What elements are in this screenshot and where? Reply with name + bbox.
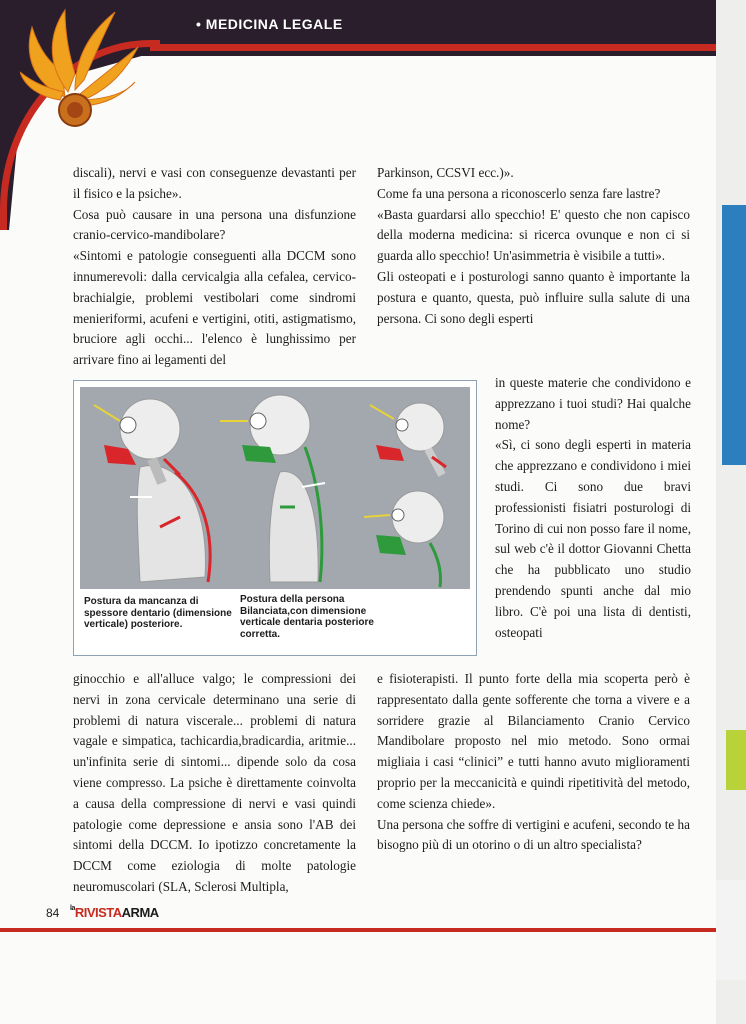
logo-small-text: la	[70, 905, 75, 912]
paragraph: «Sì, ci sono degli esperti in materia che apprezzano e condividono i miei studi. Ci sono due bravi professionisti fisiatri posturologi di Torino di cui non posso fare il nome, sul web c'è il dottor Giovanni Chetta che ha pubblicato uno studio prendendo spunti anche dal mio libro. C'è poi una lista di dentisti, osteopati	[495, 437, 691, 640]
logo-main-text: RIVISTA	[74, 905, 122, 920]
figure-caption-right: Postura della persona Bilanciata,con dimensione verticale dentaria posteriore corretta.	[240, 594, 374, 640]
page-number: 84	[46, 906, 60, 920]
footer-red-line	[0, 928, 716, 932]
paragraph: «Sintomi e patologie conseguenti alla DCCM sono innumerevoli: dalla cervicalgia alla cefalea, cervico-brachialgie, problemi vestibolari come sindromi menieriformi, acufeni e vertigini, otiti, astigmatismo, bruciore agli occhi... l'elenco è lunghissimo per arrivare fino ai legamenti del	[73, 248, 356, 368]
paragraph: e fisioterapisti. Il punto forte della mia scoperta però è rappresentato dalla gente sofferente che torna a vivere e a sorridere grazie al Bilanciamento Cranio Cervico Mandibolare proposto nel mio metodo. Sono ormai migliaia i casi “clinici” e tutti hanno avuto miglioramenti proprio per la meccanicità e quindi ripetitività del metodo, come scienza chiede».	[377, 671, 690, 811]
text-column-left-bottom	[73, 669, 356, 898]
adjacent-page-edge	[716, 0, 746, 1024]
paragraph: Parkinson, CCSVI ecc.)».	[377, 165, 514, 180]
paragraph: «Basta guardarsi allo specchio! E' questo che non capisco della moderna medicina: si ricerca ovunque e non ci si guarda allo specchio! Un'asimmetria è visibile a tutti».	[377, 206, 690, 264]
adjacent-page-color-block	[722, 205, 746, 465]
paragraph: ginocchio e all'alluce valgo; le compressioni dei nervi in zona cervicale determinano una serie di problemi di natura viscerale... problemi di natura vagale e simpatica, tachicardia,bradicardia, aritmie... un'infinita serie di sintomi... dipende solo da cosa viene compresso. La psiche è direttamente coinvolta a causa della compressione di nervi e vasi quindi patologie come depressione e ansia sono l'AB dei sintomi della DCCM. Io ipotizzo concretamente la DCCM come eziologia di molte patologie neuromuscolari (SLA, Sclerosi Multipla,	[73, 671, 356, 894]
logo-arma-text: ARMA	[121, 905, 159, 920]
adjacent-page-color-block	[726, 730, 746, 790]
carabinieri-flame-logo	[20, 2, 140, 132]
text-column-right-middle	[495, 373, 691, 643]
text-column-right-bottom	[377, 669, 690, 856]
paragraph: Cosa può causare in una persona una disfunzione cranio-cervico-mandibolare?	[73, 206, 356, 243]
magazine-logo	[70, 905, 159, 920]
text-column-right-top	[377, 163, 690, 329]
paragraph: Come fa una persona a riconoscerlo senza fare lastre?	[377, 185, 661, 201]
paragraph: discali), nervi e vasi con conseguenze devastanti per il fisico e la psiche».	[73, 165, 356, 201]
posture-figure	[73, 380, 477, 656]
posture-illustration	[80, 387, 470, 589]
text-column-left-top	[73, 163, 356, 371]
paragraph: Una persona che soffre di vertigini e acufeni, secondo te ha bisogno più di un otorino o di un altro specialista?	[377, 816, 690, 853]
adjacent-page-color-block	[716, 880, 746, 980]
figure-caption-left: Postura da mancanza di spessore dentario (dimensione verticale) posteriore.	[84, 596, 232, 631]
paragraph: Gli osteopati e i posturologi sanno quanto è importante la postura e quanto, questa, può influire sulla salute di una persona. Ci sono degli esperti	[377, 268, 690, 326]
paragraph: in queste materie che condividono e apprezzano i tuoi studi? Hai qualche nome?	[495, 375, 691, 432]
section-title: • MEDICINA LEGALE	[196, 16, 343, 32]
